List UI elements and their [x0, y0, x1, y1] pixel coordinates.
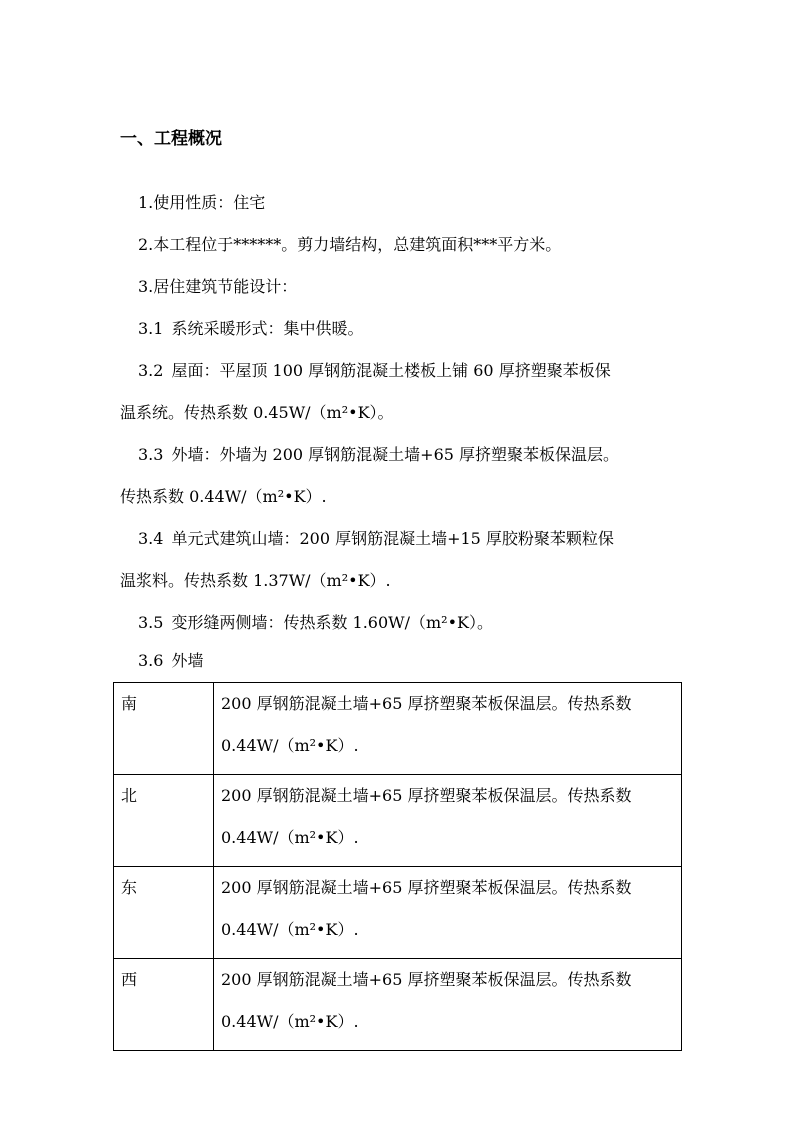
paragraph-energy-design: 3.居住建筑节能设计：: [138, 277, 298, 296]
description-cell: [214, 959, 682, 1051]
paragraph-3-3-line1: [120, 434, 698, 476]
item-number: 3.4: [138, 529, 164, 548]
paragraph-3-5: [120, 602, 698, 644]
section-heading: 一、工程概况: [120, 129, 222, 149]
description-line: 200 厚钢筋混凝土墙+65 厚挤塑聚苯板保温层。传热系数: [221, 694, 632, 713]
description-cell: [214, 867, 682, 959]
item-text: 系统采暖形式：集中供暖。: [171, 319, 364, 338]
item-number: 3.6: [138, 651, 164, 670]
description-line: 200 厚钢筋混凝土墙+65 厚挤塑聚苯板保温层。传热系数: [221, 878, 632, 897]
item-number: 3.1: [138, 319, 164, 338]
paragraph-3-2-line2: 温系统。传热系数 0.45W/（m²•K）。: [120, 403, 394, 422]
paragraph-location: 2.本工程位于******。剪力墙结构，总建筑面积***平方米。: [138, 235, 562, 254]
item-text: 外墙: [171, 651, 204, 670]
paragraph-3-6: [120, 640, 698, 682]
table-row: [114, 775, 682, 867]
item-text: 变形缝两侧墙：传热系数 1.60W/（m²•K）。: [171, 613, 493, 632]
direction-cell: 北: [114, 775, 214, 867]
paragraph-3-4-line1: [120, 518, 698, 560]
item-text: 屋面：平屋顶 100 厚钢筋混凝土楼板上铺 60 厚挤塑聚苯板保: [171, 361, 611, 380]
item-number: 3.3: [138, 445, 164, 464]
description-line: 0.44W/（m²•K）.: [221, 736, 359, 755]
paragraph-3-2-line1: [120, 350, 698, 392]
paragraph-3-4-line2: 温浆料。传热系数 1.37W/（m²•K）.: [120, 571, 391, 590]
table-row: [114, 867, 682, 959]
direction-cell: 西: [114, 959, 214, 1051]
direction-cell: 东: [114, 867, 214, 959]
description-line: 0.44W/（m²•K）.: [221, 1012, 359, 1031]
item-number: 3.2: [138, 361, 164, 380]
paragraph-3-3-line2: 传热系数 0.44W/（m²•K）.: [120, 487, 327, 506]
item-number: 3.5: [138, 613, 164, 632]
description-cell: [214, 775, 682, 867]
paragraph-usage: 1.使用性质：住宅: [138, 193, 266, 212]
description-line: 200 厚钢筋混凝土墙+65 厚挤塑聚苯板保温层。传热系数: [221, 786, 632, 805]
description-cell: [214, 683, 682, 775]
item-text: 外墙：外墙为 200 厚钢筋混凝土墙+65 厚挤塑聚苯板保温层。: [171, 445, 620, 464]
table-row: [114, 959, 682, 1051]
description-line: 200 厚钢筋混凝土墙+65 厚挤塑聚苯板保温层。传热系数: [221, 970, 632, 989]
direction-cell: 南: [114, 683, 214, 775]
wall-table: [113, 682, 682, 1051]
description-line: 0.44W/（m²•K）.: [221, 920, 359, 939]
description-line: 0.44W/（m²•K）.: [221, 828, 359, 847]
paragraph-3-1: [120, 308, 698, 350]
item-text: 单元式建筑山墙：200 厚钢筋混凝土墙+15 厚胶粉聚苯颗粒保: [171, 529, 614, 548]
table-row: [114, 683, 682, 775]
